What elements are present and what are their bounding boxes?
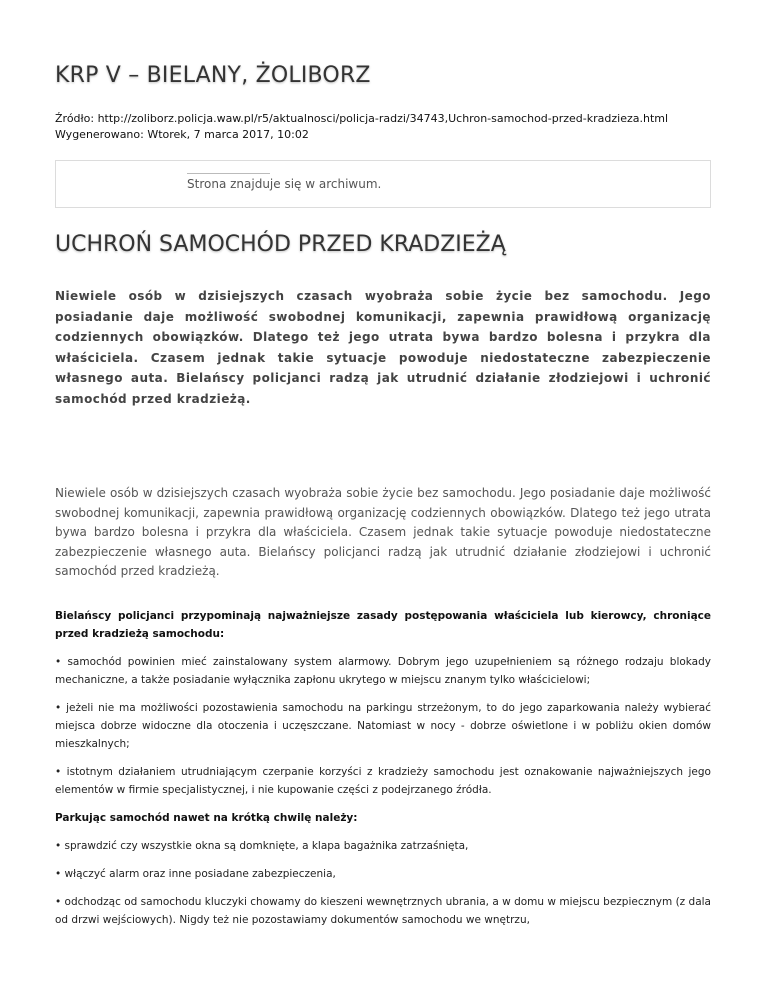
article-content: [55, 607, 711, 939]
rules-heading-2: Parkując samochód nawet na krótką chwilę należy:: [55, 812, 358, 824]
article-title: UCHROŃ SAMOCHÓD PRZED KRADZIEŻĄ: [55, 232, 506, 257]
list-item: • samochód powinien mieć zainstalowany system alarmowy. Dobrym jego uzupełnieniem są różnego rodzaju blokady mechaniczne, a także posiadanie wyłącznika zapłonu ukrytego w miejscu znanym tylko właścicielowi;: [55, 656, 711, 686]
site-title: KRP V – BIELANY, ŻOLIBORZ: [55, 63, 371, 88]
list-item: • jeżeli nie ma możliwości pozostawienia samochodu na parkingu strzeżonym, to do jego zaparkowania należy wybierać miejsca dobrze widoczne dla otoczenia i uczęszczane. Natomiast w nocy - dobrze oświetlone i w pobliżu okien domów mieszkalnych;: [55, 702, 711, 750]
list-item: • sprawdzić czy wszystkie okna są domknięte, a klapa bagażnika zatrzaśnięta,: [55, 840, 469, 852]
archive-notice: Strona znajduje się w archiwum.: [187, 177, 382, 191]
article-intro: Niewiele osób w dzisiejszych czasach wyobraża sobie życie bez samochodu. Jego posiadanie daje możliwość swobodnej komunikacji, zapewnia prawidłową organizację codziennych obowiązków. Dlatego też jego utrata bywa bardzo bolesna i przykra dla właściciela. Czasem jednak takie sytuacje powoduje niedostateczne zabezpieczenie własnego auta. Bielańscy policjanci radzą jak utrudnić działanie złodziejowi i uchronić samochód przed kradzieżą.: [55, 486, 711, 579]
list-item: • odchodząc od samochodu kluczyki chowamy do kieszeni wewnętrznych ubrania, a w domu w miejscu bezpiecznym (z dala od drzwi wejściowych). Nigdy też nie pozostawiamy dokumentów samochodu we wnętrzu,: [55, 896, 711, 926]
article-lead: Niewiele osób w dzisiejszych czasach wyobraża sobie życie bez samochodu. Jego posiadanie daje możliwość swobodnej komunikacji, zapewnia prawidłową organizację codziennych obowiązków. Dlatego też jego utrata bywa bardzo bolesna i przykra dla właściciela. Czasem jednak takie sytuacje powoduje niedostateczne zabezpieczenie własnego auta. Bielańscy policjanci radzą jak utrudnić działanie złodziejowi i uchronić samochód przed kradzieżą.: [55, 289, 711, 406]
source-url: Źródło: http://zoliborz.policja.waw.pl/r5/aktualnosci/policja-radzi/34743,Uchron-samochod-przed-kradzieza.html: [55, 112, 669, 125]
list-item: • istotnym działaniem utrudniającym czerpanie korzyści z kradzieży samochodu jest oznakowanie najważniejszych jego elementów w firmie specjalistycznej, i nie kupowanie części z podejrzanego źródła.: [55, 766, 711, 796]
archive-notice-box: [55, 160, 711, 208]
generated-date: Wygenerowano: Wtorek, 7 marca 2017, 10:02: [55, 128, 309, 141]
archive-divider: [187, 173, 270, 174]
list-item: • włączyć alarm oraz inne posiadane zabezpieczenia,: [55, 868, 336, 880]
rules-heading-1: Bielańscy policjanci przypominają najważniejsze zasady postępowania właściciela lub kierowcy, chroniące przed kradzieżą samochodu:: [55, 610, 711, 640]
page-meta: [55, 111, 668, 143]
